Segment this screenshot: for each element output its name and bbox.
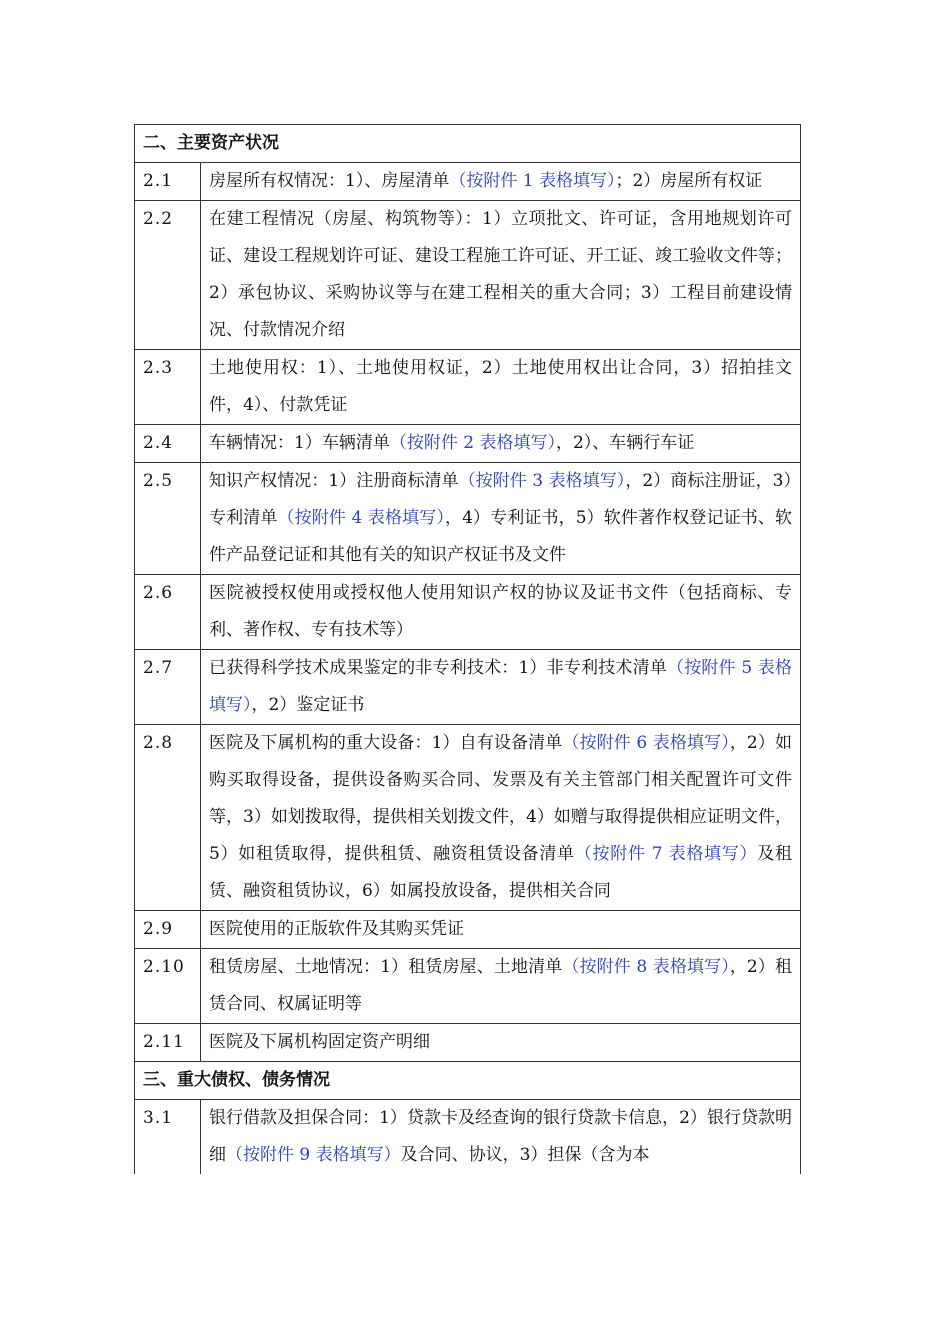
description-text: ，2）鉴定证书 — [251, 695, 365, 715]
description-text: 医院及下属机构的重大设备：1）自有设备清单 — [209, 733, 563, 753]
item-number: 2.6 — [135, 575, 201, 650]
attachment-reference: （按附件 5 表格填写） — [209, 658, 792, 715]
item-number: 2.1 — [135, 163, 201, 201]
description-text: ，2）商标注册证，3）专利清单 — [209, 471, 793, 528]
table-row — [135, 949, 801, 1024]
table-row — [135, 425, 801, 463]
table-row — [135, 201, 801, 350]
item-number: 2.10 — [135, 949, 201, 1024]
item-number: 2.9 — [135, 911, 201, 949]
item-description — [201, 725, 801, 911]
description-text: 土地使用权：1）、土地使用权证，2）土地使用权出让合同，3）招拍挂文件，4）、付款凭证 — [209, 358, 792, 415]
table-row — [135, 463, 801, 575]
description-text: ，2）租赁合同、权属证明等 — [209, 957, 792, 1014]
item-description — [201, 575, 801, 650]
item-description — [201, 425, 801, 463]
description-text: 车辆情况：1）车辆清单 — [209, 433, 390, 453]
item-description — [201, 163, 801, 201]
description-text: 银行借款及担保合同：1）贷款卡及经查询的银行贷款卡信息，2）银行贷款明细 — [209, 1108, 792, 1165]
attachment-reference: （按附件 2 表格填写） — [389, 433, 556, 453]
table-row — [135, 650, 801, 725]
item-description — [201, 1100, 801, 1175]
item-number: 2.11 — [135, 1024, 201, 1062]
description-text: 租赁房屋、土地情况：1）租赁房屋、土地清单 — [209, 957, 563, 977]
description-text: 医院被授权使用或授权他人使用知识产权的协议及证书文件（包括商标、专利、著作权、专有技术等） — [209, 583, 792, 640]
description-text: 房屋所有权情况：1）、房屋清单 — [209, 171, 450, 191]
table-body — [135, 125, 801, 1175]
description-text: 及租赁、融资租赁协议，6）如属投放设备，提供相关合同 — [209, 844, 793, 901]
item-description — [201, 949, 801, 1024]
item-description — [201, 911, 801, 949]
table-row — [135, 1100, 801, 1175]
table-row — [135, 1024, 801, 1062]
section-header-row — [135, 125, 801, 163]
description-text: ，2）如购买取得设备，提供设备购买合同、发票及有关主管部门相关配置许可文件等，3）如划拨取得，提供相关划拨文件，4）如赠与取得提供相应证明文件，5）如租赁取得，提供租赁、融资租赁设备清单 — [209, 733, 792, 864]
item-number: 2.5 — [135, 463, 201, 575]
description-text: ；2）房屋所有权证 — [615, 171, 763, 191]
attachment-reference: （按附件 7 表格填写） — [574, 844, 758, 864]
description-text: ，2）、车辆行车证 — [555, 433, 695, 453]
item-number: 2.2 — [135, 201, 201, 350]
section-title: 二、主要资产状况 — [135, 125, 801, 163]
asset-checklist-table — [134, 124, 801, 1174]
section-header-row — [135, 1062, 801, 1100]
table-row — [135, 725, 801, 911]
attachment-reference: （按附件 4 表格填写） — [277, 508, 445, 528]
table-row — [135, 575, 801, 650]
attachment-reference: （按附件 8 表格填写） — [562, 957, 730, 977]
item-description — [201, 1024, 801, 1062]
item-number: 2.4 — [135, 425, 201, 463]
item-number: 2.8 — [135, 725, 201, 911]
item-number: 3.1 — [135, 1100, 201, 1175]
description-text: 知识产权情况：1）注册商标清单 — [209, 471, 459, 491]
description-text: 已获得科学技术成果鉴定的非专利技术：1）非专利技术清单 — [209, 658, 668, 678]
description-text: 在建工程情况（房屋、构筑物等）：1）立项批文、许可证，含用地规划许可证、建设工程规划许可证、建设工程施工许可证、开工证、竣工验收文件等；2）承包协议、采购协议等与在建工程相关的重大合同；3）工程目前建设情况、付款情况介绍 — [209, 209, 792, 340]
item-description — [201, 201, 801, 350]
table-row — [135, 163, 801, 201]
description-text: 及合同、协议，3）担保（含为本 — [400, 1145, 650, 1165]
description-text: ，4）专利证书，5）软件著作权登记证书、软件产品登记证和其他有关的知识产权证书及文件 — [209, 508, 793, 565]
item-number: 2.3 — [135, 350, 201, 425]
item-description — [201, 350, 801, 425]
item-description — [201, 463, 801, 575]
attachment-reference: （按附件 6 表格填写） — [562, 733, 730, 753]
attachment-reference: （按附件 3 表格填写） — [458, 471, 626, 491]
description-text: 医院及下属机构固定资产明细 — [209, 1032, 430, 1052]
description-text: 医院使用的正版软件及其购买凭证 — [209, 919, 464, 939]
table-row — [135, 911, 801, 949]
table-row — [135, 350, 801, 425]
section-title: 三、重大债权、债务情况 — [135, 1062, 801, 1100]
item-number: 2.7 — [135, 650, 201, 725]
attachment-reference: （按附件 9 表格填写） — [226, 1145, 401, 1165]
item-description — [201, 650, 801, 725]
attachment-reference: （按附件 1 表格填写） — [449, 171, 616, 191]
